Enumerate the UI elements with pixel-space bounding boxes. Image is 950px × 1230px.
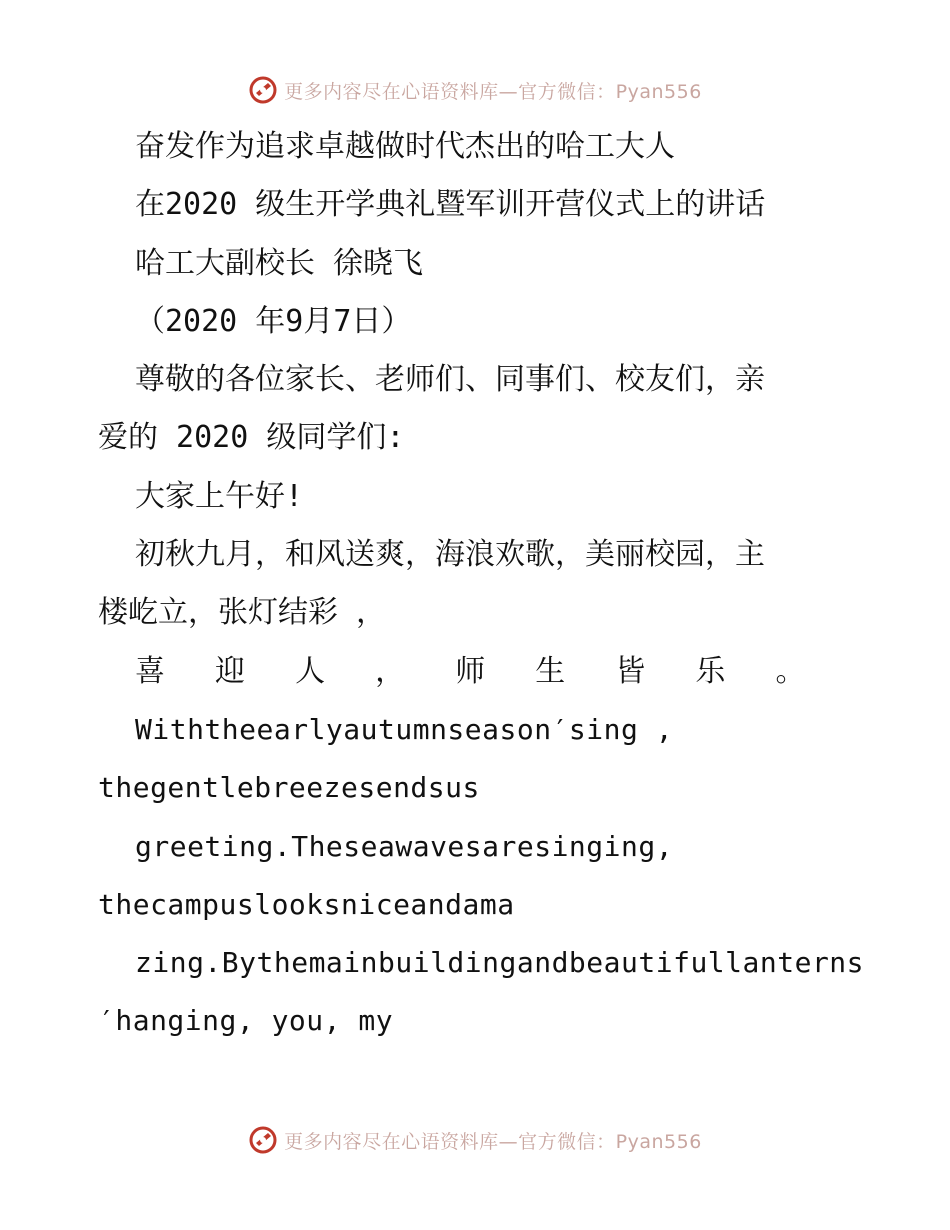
doc-author: 哈工大副校长 徐晓飞: [135, 245, 424, 281]
brand-logo-icon: [248, 1125, 278, 1155]
doc-english-line: thegentlebreezesendsus: [98, 771, 480, 805]
document-body: [98, 118, 865, 1051]
doc-paragraph-line: 初秋九月，和风送爽，海浪欢歌，美丽校园，主: [135, 537, 765, 573]
doc-date: （2020 年9月7日）: [135, 303, 412, 339]
doc-english-line: zing.Bythemainbuildingandbeautifullanterns: [135, 946, 865, 980]
doc-paragraph-line: 楼屹立，张灯结彩 ，: [98, 595, 387, 631]
header-banner: [0, 70, 950, 110]
doc-english-line: greeting.Theseawavesaresinging,: [135, 829, 674, 863]
doc-salutation-cont: 爱的 2020 级同学们:: [98, 420, 405, 456]
footer-banner: [0, 1120, 950, 1160]
banner-text: 更多内容尽在心语资料库—官方微信：Pyan556: [284, 80, 702, 103]
doc-salutation: 尊敬的各位家长、老师们、同事们、校友们，亲: [135, 362, 765, 398]
doc-subtitle: 在2020 级生开学典礼暨军训开营仪式上的讲话: [135, 187, 766, 223]
doc-greeting: 大家上午好!: [135, 478, 304, 514]
doc-title: 奋发作为追求卓越做时代杰出的哈工大人: [135, 129, 675, 164]
brand-logo-icon: [248, 75, 278, 105]
doc-paragraph-line: 喜 迎 人 ， 师 生 皆 乐 。: [135, 653, 822, 689]
banner-text: 更多内容尽在心语资料库—官方微信：Pyan556: [284, 1130, 702, 1153]
doc-english-line: ′hanging, you, my: [98, 1004, 394, 1038]
doc-english-line: thecampuslooksniceandama: [98, 887, 515, 921]
doc-english-line: Withtheearlyautumnseason′sing ,: [135, 712, 674, 746]
